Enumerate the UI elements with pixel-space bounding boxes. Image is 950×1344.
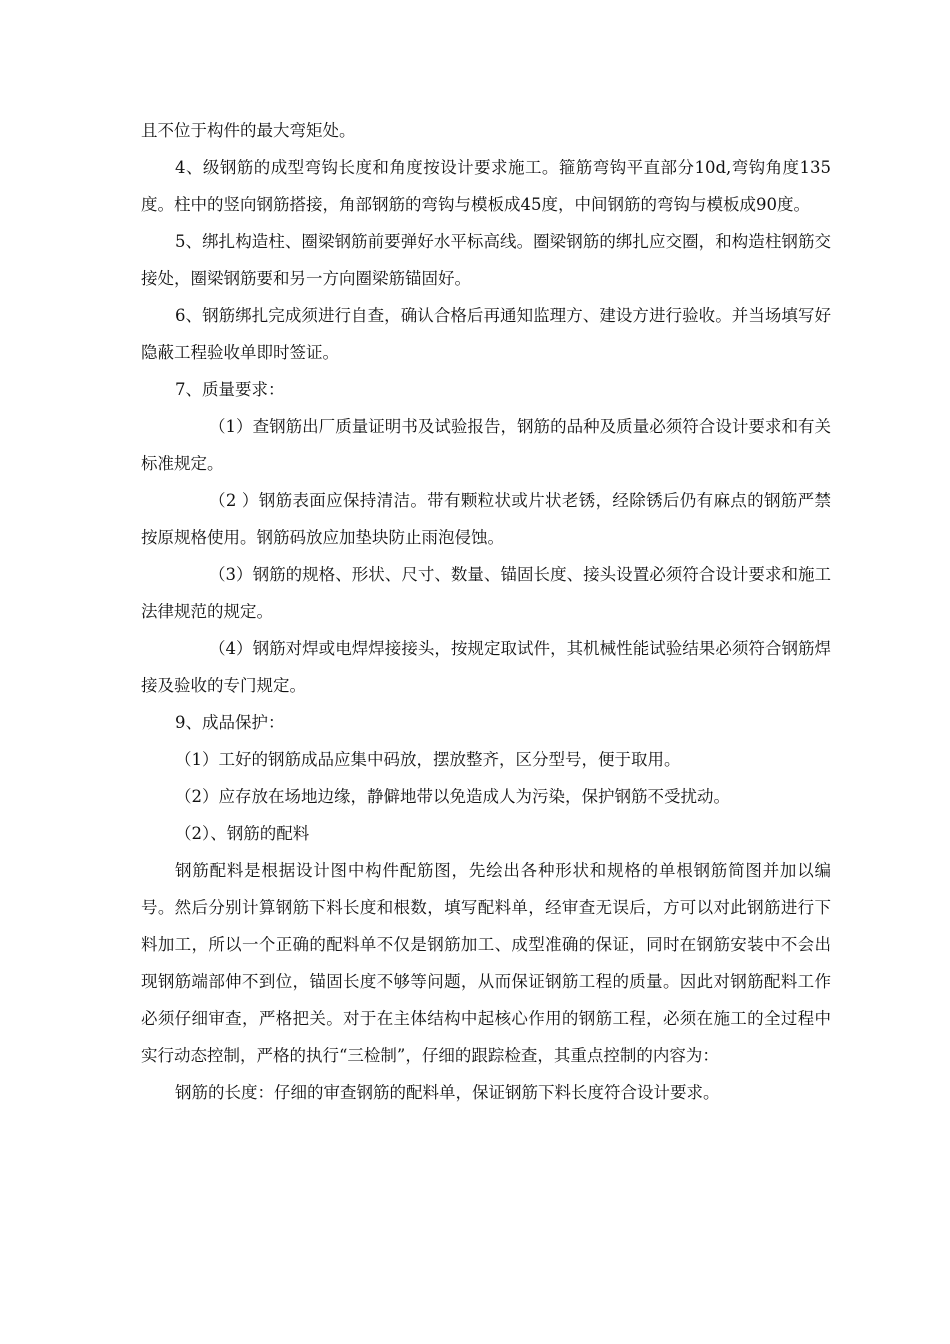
paragraph-quality-3: （3）钢筋的规格、形状、尺寸、数量、锚固长度、接头设置必须符合设计要求和施工法律规范的规定。 xyxy=(141,565,831,621)
paragraph-rebar-batching: 钢筋配料是根据设计图中构件配筋图，先绘出各种形状和规格的单根钢筋简图并加以编号。然后分别计算钢筋下料长度和根数，填写配料单，经审查无误后，方可以对此钢筋进行下料加工，所以一个正确的配料单不仅是钢筋加工、成型准确的保证，同时在钢筋安装中不会出现钢筋端部伸不到位，锚固长度不够等问题，从而保证钢筋工程的质量。因此对钢筋配料工作必须仔细审查，严格把关。对于在主体结构中起核心作用的钢筋工程，必须在施工的全过程中实行动态控制，严格的执行“三检制”，仔细的跟踪检查，其重点控制的内容为： xyxy=(141,861,831,1065)
paragraph-protection-1: （1）工好的钢筋成品应集中码放，摆放整齐，区分型号，便于取用。 xyxy=(175,750,681,769)
paragraph-quality-1: （1）查钢筋出厂质量证明书及试验报告，钢筋的品种及质量必须符合设计要求和有关标准规定。 xyxy=(141,417,831,473)
paragraph-protection-2: （2）应存放在场地边缘，静僻地带以免造成人为污染，保护钢筋不受扰动。 xyxy=(175,787,730,806)
paragraph-quality-2: （2 ）钢筋表面应保持清洁。带有颗粒状或片状老锈，经除锈后仍有麻点的钢筋严禁按原规格使用。钢筋码放应加垫块防止雨泡侵蚀。 xyxy=(141,491,831,547)
paragraph-quality-4: （4）钢筋对焊或电焊焊接接头，按规定取试件，其机械性能试验结果必须符合钢筋焊接及验收的专门规定。 xyxy=(141,639,831,695)
paragraph-item-5-tie-column-ring-beam: 5、绑扎构造柱、圈梁钢筋前要弹好水平标高线。圈梁钢筋的绑扎应交圈，和构造柱钢筋交接处，圈梁钢筋要和另一方向圈梁筋锚固好。 xyxy=(141,232,831,288)
document-body xyxy=(141,112,831,1111)
paragraph-continuation: 且不位于构件的最大弯矩处。 xyxy=(141,121,356,140)
paragraph-rebar-length: 钢筋的长度：仔细的审查钢筋的配料单，保证钢筋下料长度符合设计要求。 xyxy=(175,1083,720,1102)
paragraph-item-4-hook-requirements: 4、级钢筋的成型弯钩长度和角度按设计要求施工。箍筋弯钩平直部分10d,弯钩角度135度。柱中的竖向钢筋搭接，角部钢筋的弯钩与模板成45度，中间钢筋的弯钩与模板成90度。 xyxy=(141,158,831,214)
heading-rebar-batching: （2）、钢筋的配料 xyxy=(175,824,310,843)
paragraph-item-6-self-inspection: 6、钢筋绑扎完成须进行自查，确认合格后再通知监理方、建设方进行验收。并当场填写好隐蔽工程验收单即时签证。 xyxy=(141,306,831,362)
heading-item-7-quality-requirements: 7、质量要求： xyxy=(175,380,285,399)
heading-item-9-product-protection: 9、成品保护： xyxy=(175,713,285,732)
